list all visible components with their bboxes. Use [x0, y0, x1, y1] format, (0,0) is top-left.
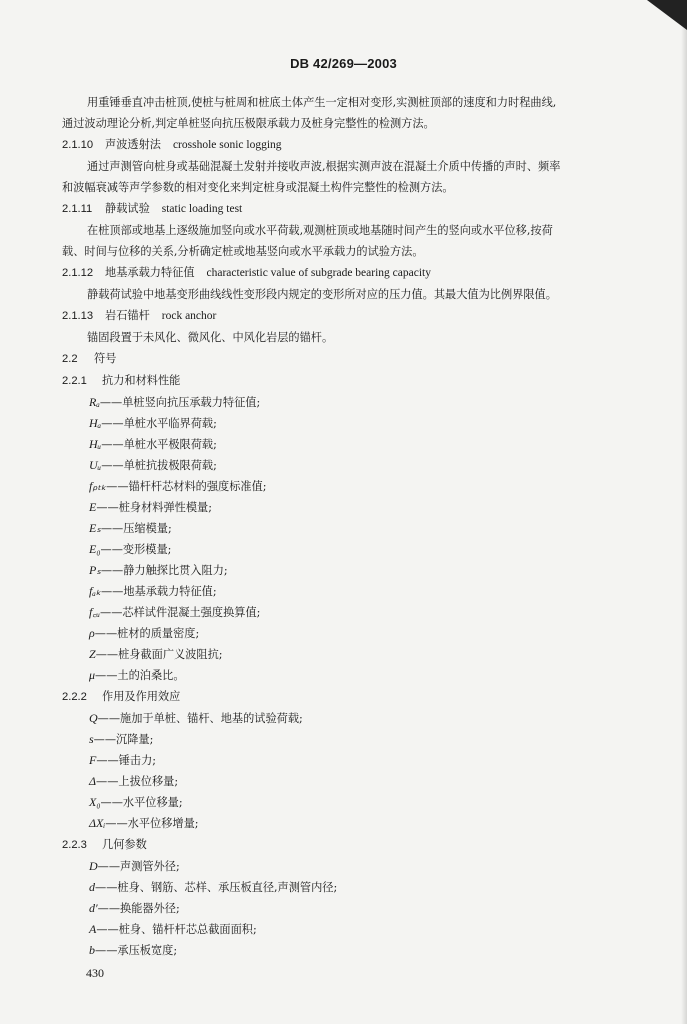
symbol-definition: [62, 476, 667, 497]
symbol-description: ——桩身、锚杆杆芯总截面面积;: [96, 923, 257, 936]
symbol-definition: [62, 877, 667, 898]
symbol-description: ——桩材的质量密度;: [94, 627, 200, 640]
paragraph-line: 用重锤垂直冲击桩顶,使桩与桩周和桩底土体产生一定相对变形,实测桩顶部的速度和力时程曲线,: [87, 96, 557, 109]
clause-heading-2-1-11: [62, 198, 667, 220]
clause-title-cn: 几何参数: [102, 838, 147, 851]
clause-title-cn: 静载试验: [105, 202, 150, 215]
symbol-description: ——地基承载力特征值;: [100, 585, 217, 598]
symbol-definition: [62, 539, 667, 560]
symbol-description: ——沉降量;: [93, 733, 154, 746]
symbol-definition: [62, 940, 667, 961]
symbol-list-geometry: [62, 856, 667, 961]
symbol: E₀: [89, 542, 101, 556]
clause-number: 2.2.2: [62, 691, 87, 703]
paragraph-line: 载、时间与位移的关系,分析确定桩或地基竖向或水平承载力的试验方法。: [62, 245, 424, 258]
symbol-description: ——桩身截面广义波阻抗;: [95, 648, 223, 661]
section-title: 符号: [94, 352, 117, 365]
section-heading-2-2: [62, 348, 667, 370]
symbol: Rₐ: [89, 395, 100, 409]
clause-number: 2.1.12: [62, 267, 94, 279]
symbol: D: [89, 859, 98, 873]
symbol-description: ——桩身材料弹性模量;: [96, 501, 212, 514]
clause-heading-2-2-1: [62, 370, 667, 392]
symbol: A: [89, 922, 97, 936]
symbol-definition: [62, 729, 667, 750]
symbol-definition: [62, 560, 667, 581]
symbol: Hᵤ: [89, 437, 102, 451]
symbol: Z: [89, 647, 96, 661]
symbol-description: ——变形模量;: [100, 543, 172, 556]
symbol-definition: [62, 771, 667, 792]
symbol-definition: [62, 919, 667, 940]
symbol: d: [89, 880, 95, 894]
symbol-description: ——声测管外径;: [97, 860, 180, 873]
symbol-description: ——锚杆杆芯材料的强度标准值;: [106, 480, 267, 493]
symbol-definition: [62, 497, 667, 518]
symbol: Q: [89, 711, 98, 725]
symbol: Δ: [89, 774, 97, 788]
symbol-definition: [62, 792, 667, 813]
clause-number: 2.1.11: [62, 203, 93, 215]
clause-title-cn: 地基承载力特征值: [105, 266, 195, 279]
clause-number: 2.1.10: [62, 139, 94, 151]
paragraph-line: 通过声测管向桩身或基础混凝土发射并接收声波,根据实测声波在混凝土介质中传播的声时、频率: [87, 160, 561, 173]
page-edge-shadow: [681, 0, 687, 1024]
symbol-description: ——单桩水平临界荷载;: [101, 417, 217, 430]
symbol-definition: [62, 581, 667, 602]
section-number: 2.2: [62, 353, 78, 365]
symbol-description: ——施加于单桩、锚杆、地基的试验荷载;: [97, 712, 303, 725]
paragraph-line: 静载荷试验中地基变形曲线线性变形段内规定的变形所对应的压力值。其最大值为比例界限值。: [87, 288, 557, 301]
symbol-definition: [62, 413, 667, 434]
symbol-definition: [62, 898, 667, 919]
symbol-description: ——单桩水平极限荷载;: [101, 438, 217, 451]
clause-title-cn: 岩石锚杆: [105, 309, 150, 322]
symbol-description: ——承压板宽度;: [95, 944, 178, 957]
clause-heading-2-1-10: [62, 134, 667, 156]
symbol: s: [89, 732, 94, 746]
clause-title-en: characteristic value of subgrade bearing capacity: [206, 267, 431, 279]
symbol: b: [89, 943, 95, 957]
symbol-definition: [62, 392, 667, 413]
symbol-definition: [62, 856, 667, 877]
symbol-definition: [62, 665, 667, 686]
symbol-description: ——单桩抗拔极限荷载;: [101, 459, 217, 472]
symbol-definition: [62, 708, 667, 729]
page-number: 430: [86, 966, 104, 980]
symbol-list-actions: [62, 708, 667, 834]
symbol-description: ——单桩竖向抗压承载力特征值;: [99, 396, 261, 409]
symbol-description: ——水平位移增量;: [105, 817, 199, 830]
symbol-description: ——土的泊桑比。: [95, 669, 185, 682]
symbol: Uᵤ: [89, 458, 102, 472]
symbol-description: ——换能器外径;: [97, 902, 180, 915]
symbol: Eₛ: [89, 521, 101, 535]
symbol: ρ: [89, 626, 95, 640]
clause-title-en: static loading test: [161, 203, 243, 215]
symbol: Pₛ: [89, 563, 101, 577]
symbol-description: ——静力触探比贯入阻力;: [100, 564, 228, 577]
symbol-description: ——桩身、钢筋、芯样、承压板直径,声测管内径;: [95, 881, 338, 894]
clause-number: 2.2.1: [62, 375, 87, 387]
symbol-list-resistance: [62, 392, 667, 686]
symbol: F: [89, 753, 97, 767]
symbol-definition: [62, 644, 667, 665]
symbol-definition: [62, 518, 667, 539]
symbol: X₀: [89, 795, 101, 809]
symbol-definition: [62, 602, 667, 623]
symbol: fₐₖ: [89, 584, 101, 598]
paragraph-line: 通过波动理论分析,判定单桩竖向抗压极限承载力及桩身完整性的检测方法。: [62, 117, 435, 130]
clause-heading-2-1-12: [62, 262, 667, 284]
symbol: f꜀ᵤ: [89, 605, 101, 619]
symbol-description: ——芯样试件混凝土强度换算值;: [100, 606, 261, 619]
symbol-definition: [62, 623, 667, 644]
symbol: ΔXᵢ: [89, 816, 106, 830]
symbol-definition: [62, 455, 667, 476]
symbol-description: ——锤击力;: [96, 754, 157, 767]
paragraph-line: 锚固段置于未风化、微风化、中风化岩层的锚杆。: [87, 331, 334, 344]
clause-title-cn: 抗力和材料性能: [102, 374, 181, 387]
symbol: Hₐ: [89, 416, 102, 430]
page-header: DB 42/269—2003: [290, 56, 397, 71]
clause-title-en: rock anchor: [161, 310, 217, 322]
paragraph-line: 在桩顶部或地基上逐级施加竖向或水平荷载,观测桩顶或地基随时间产生的竖向或水平位移,按荷: [87, 224, 553, 237]
symbol: d′: [89, 901, 98, 915]
symbol-description: ——水平位移量;: [100, 796, 183, 809]
clause-number: 2.2.3: [62, 839, 87, 851]
clause-title-cn: 作用及作用效应: [102, 690, 181, 703]
clause-heading-2-2-3: [62, 834, 667, 856]
symbol-definition: [62, 813, 667, 834]
symbol-description: ——上拔位移量;: [96, 775, 179, 788]
symbol: μ: [89, 668, 96, 682]
paragraph-line: 和波幅衰减等声学参数的相对变化来判定桩身或混凝土构件完整性的检测方法。: [62, 181, 454, 194]
page-content: [62, 92, 667, 961]
symbol: E: [89, 500, 97, 514]
clause-title-en: crosshole sonic logging: [172, 139, 282, 151]
clause-heading-2-2-2: [62, 686, 667, 708]
clause-heading-2-1-13: [62, 305, 667, 327]
clause-title-cn: 声波透射法: [105, 138, 161, 151]
symbol: fₚₜₖ: [89, 479, 107, 493]
scan-corner-mark: [647, 0, 687, 30]
clause-number: 2.1.13: [62, 310, 94, 322]
symbol-definition: [62, 434, 667, 455]
symbol-description: ——压缩模量;: [100, 522, 172, 535]
symbol-definition: [62, 750, 667, 771]
